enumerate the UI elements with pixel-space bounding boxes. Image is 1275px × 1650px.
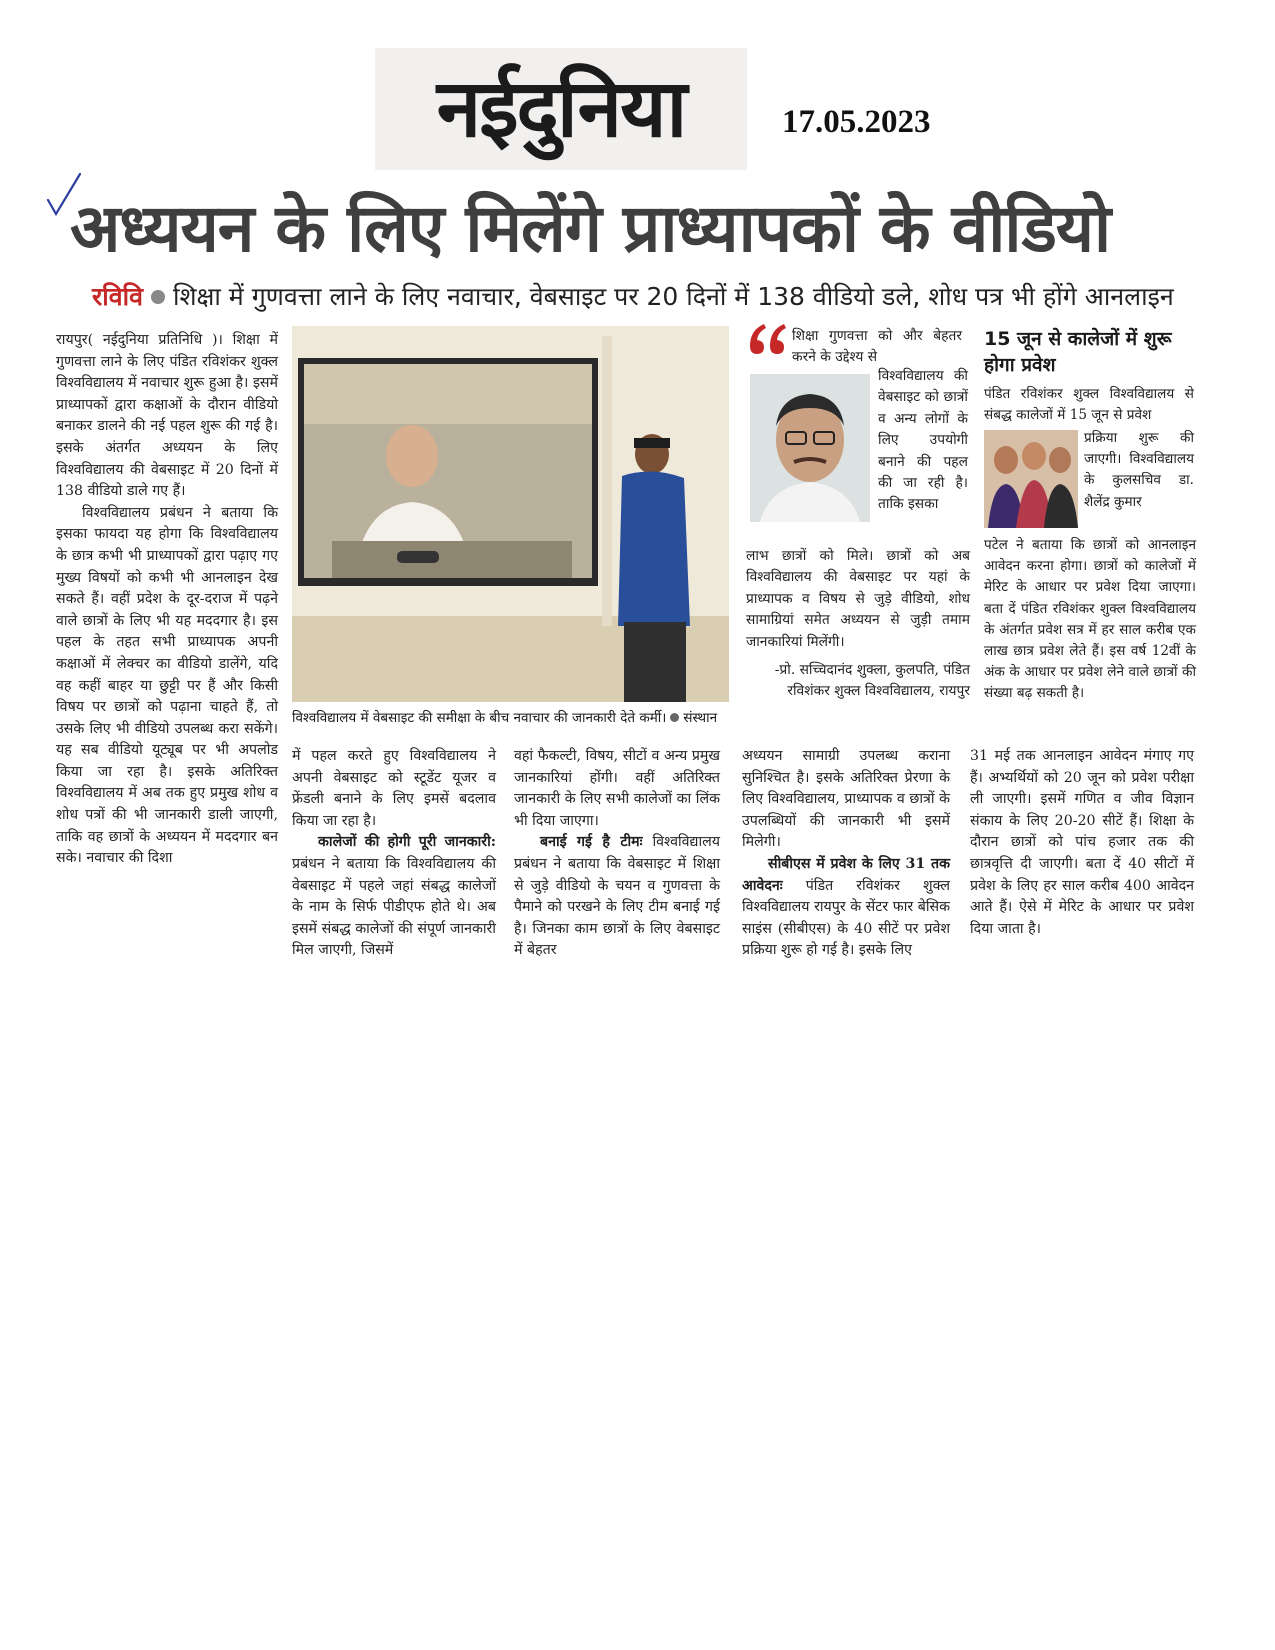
article-column-1 (56, 330, 278, 870)
students-photo (984, 430, 1078, 528)
subheadline (92, 280, 1202, 314)
students-illustration (984, 430, 1078, 528)
quote-text-2: विश्वविद्यालय की वेबसाइट को छात्रों व अन्य लोगों के लिए उपयोगी बनाने की पहल की जा रही है। ताकि इसका (878, 368, 968, 513)
article-column-5 (970, 746, 1194, 940)
quote-text-3: लाभ छात्रों को मिले। छात्रों को अब विश्वविद्यालय की वेबसाइट पर यहां के प्राध्यापक व विषय से जुड़े वीडियो, शोध सामाग्रियां समेत अध्ययन से जुड़ी तमाम जानकारियां मिलेंगी। (746, 548, 970, 650)
paragraph (742, 854, 950, 962)
sidebar-text-bottom: पटेल ने बताया कि छात्रों को आनलाइन आवेदन करना होगा। छात्रों को कालेजों में मेरिट के आधार पर प्रवेश दिया जाएगा। बता दें पंडित रविशंकर शुक्ल विश्वविद्यालय के अंतर्गत प्रवेश सत्र में हर साल करीब एक लाख छात्र प्रवेश लेते हैं। इस वर्ष 12वीं के अंक के आधार पर प्रवेश लेने वाले छात्रों की संख्या बढ़ सकती है। (984, 537, 1196, 702)
subhead-text: शिक्षा में गुणवत्ता लाने के लिए नवाचार, वेबसाइट पर 20 दिनों में 138 वीडियो डले, शोध पत्र भी होंगे आनलाइन (172, 282, 1174, 311)
photo-caption (292, 708, 729, 728)
masthead-logo (375, 48, 747, 170)
article-column-3 (514, 746, 720, 962)
sidebar-text-top: पंडित रविशंकर शुक्ल विश्वविद्यालय से संबद्ध कालेजों में 15 जून से प्रवेश (984, 386, 1194, 423)
paragraph: वहां फैकल्टी, विषय, सीटों व अन्य प्रमुख जानकारियां होंगी। वहीं अतिरिक्त जानकारी के लिए सभी कालेजों का लिंक भी दिया जाएगा। (514, 748, 720, 829)
caption-text: विश्वविद्यालय में वेबसाइट की समीक्षा के बीच नवाचार की जानकारी देते कर्मी। (292, 710, 667, 726)
quote-text-1: शिक्षा गुणवत्ता को और बेहतर करने के उद्देश्य से (792, 328, 962, 365)
quote-icon (746, 320, 788, 358)
portrait-photo (750, 374, 870, 522)
section-subtitle: सीबीएस में प्रवेश के लिए 31 तक आवेदनः (742, 855, 950, 894)
bullet-icon (151, 290, 165, 304)
paragraph: रायपुर( नईदुनिया प्रतिनिधि )। शिक्षा में गुणवत्ता लाने के लिए पंडित रविशंकर शुक्ल विश्वविद्यालय में नवाचार शुरू हुआ है। इसमें प्राध्यापकों द्वारा कक्षाओं के दौरान वीडियो बनाकर डालने की नई पहल शुरू की गई है। इसके अंतर्गत अध्ययन के लिए विश्वविद्यालय की वेबसाइट में 20 दिनों में 138 वीडियो डाले गए हैं। (56, 332, 278, 500)
photo-illustration (292, 326, 729, 702)
paragraph: अध्ययन सामाग्री उपलब्ध कराना सुनिश्चित है। इसके अतिरिक्त प्रेरणा के लिए विश्वविद्यालय, प्राध्यापक व छात्रों के उपलब्धियों की जानकारी भी इसमें मिलेगी। (742, 748, 950, 851)
subhead-kicker: रविवि (92, 282, 143, 311)
article-column-2 (292, 746, 496, 962)
portrait-illustration (750, 374, 870, 522)
news-photo (292, 326, 729, 702)
headline: अध्ययन के लिए मिलेंगे प्राध्यापकों के वीडियो (70, 190, 1111, 267)
section-subtitle: बनाई गई है टीमः (540, 834, 643, 851)
paragraph (292, 832, 496, 962)
masthead-name: नईदुनिया (436, 62, 686, 155)
paragraph-text: पंडित रविशंकर शुक्ल विश्वविद्यालय रायपुर के सेंटर फार बेसिक साइंस (सीबीएस) के 40 सीटें पर प्रवेश प्रक्रिया शुरू हो गई है। इसके लिए (742, 877, 951, 959)
photo-credit: संस्थान (683, 710, 718, 726)
paragraph: में पहल करते हुए विश्वविद्यालय ने अपनी वेबसाइट को स्टूडेंट यूजर व फ्रेंडली बनाने के लिए इमसें बदलाव किया जा रहा है। (292, 748, 496, 829)
sidebar-heading: 15 जून से कालेजों में शुरू होगा प्रवेश (984, 328, 1172, 376)
bullet-icon (670, 713, 679, 722)
article-column-4 (742, 746, 950, 962)
publication-date: 17.05.2023 (782, 104, 931, 140)
section-subtitle: कालेजों की होगी पूरी जानकारी: (318, 834, 496, 851)
sidebar-text-mid: प्रक्रिया शुरू की जाएगी। विश्वविद्यालय के कुलसचिव डा. शैलेंद्र कुमार (1084, 430, 1194, 510)
paragraph (514, 832, 720, 962)
paragraph-text: प्रबंधन ने बताया कि विश्वविद्यालय की वेबसाइट में पहले जहां संबद्ध कालेजों के नाम के सिर्फ पीडीएफ होते थे। अब इसमें संबद्ध कालेजों की संपूर्ण जानकारी मिल जाएगी, जिसमें (292, 855, 496, 959)
quote-attribution: -प्रो. सच्चिदानंद शुक्ला, कुलपति, पंडित रविशंकर शुक्ल विश्वविद्यालय, रायपुर (774, 662, 970, 700)
paragraph-text: विश्वविद्यालय प्रबंधन ने बताया कि वेबसाइट में शिक्षा से जुड़े वीडियो के चयन व गुणवत्ता के पैमाने को परखने के लिए टीम बनाई गई है। जिनका काम छात्रों के लिए वेबसाइट में बेहतर (514, 834, 720, 959)
paragraph: 31 मई तक आनलाइन आवेदन मंगाए गए हैं। अभ्यर्थियों को 20 जून को प्रवेश परीक्षा ली जाएगी। इसमें गणित व जीव विज्ञान संकाय के लिए 20-20 सीटें हैं। शिक्षा के दौरान छात्रों को पांच हजार तक की छात्रवृत्ति दी जाएगी। बता दें 40 सीटों में प्रवेश के लिए हर साल करीब 400 आवेदन आते हैं। ऐसे में मेरिट के आधार पर प्रवेश दिया जाता है। (970, 748, 1194, 937)
paragraph: विश्वविद्यालय प्रबंधन ने बताया कि इसका फायदा यह होगा कि विश्वविद्यालय के छात्र कभी भी प्राध्यापकों द्वारा पढ़ाए गए मुख्य विषयों को कभी भी आनलाइन देख सकते हैं। वहीं प्रदेश के दूर-दराज में पढ़ने वाले छात्रों के लिए भी यह मददगार है। इस पहल के तहत सभी प्राध्यापक अपनी कक्षाओं में लेक्चर का वीडियो डालेंगे, यदि वह कहीं बाहर या छुट्टी पर हैं और किसी विषय पर छात्रों को पढ़ाना चाहते हैं, तो उसके लिए भी वीडियो उपलब्ध करा सकेंगे। यह सब वीडियो यूट्यूब पर भी अपलोड किया जा रहा है। इसके अतिरिक्त विश्वविद्यालय में अब तक हुए प्रमुख शोध व शोध पत्रों की भी जानकारी डाली जाएगी, ताकि वह छात्रों के अध्ययन में मददगार बन सके। नवाचार की दिशा (56, 504, 278, 867)
